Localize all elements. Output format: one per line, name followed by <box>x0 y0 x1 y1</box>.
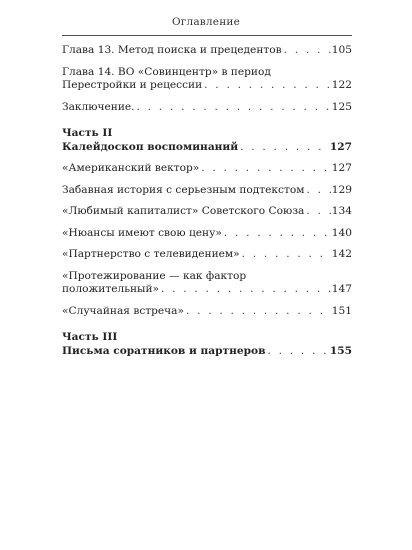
toc-leader-dots <box>238 141 330 155</box>
toc-entry-page: 122 <box>331 79 352 91</box>
toc-entry-title: Глава 13. Метод поиска и прецедентов <box>62 44 282 56</box>
toc-entry-title: Забавная история с серьезным подтекстом <box>62 183 305 196</box>
toc-entry-funny-story[interactable] <box>62 184 352 198</box>
toc-entry-page: 129 <box>331 183 352 196</box>
toc-leader-dots <box>135 101 332 115</box>
toc-entry-patronage[interactable] <box>62 270 352 297</box>
toc-leader-dots <box>159 283 332 297</box>
toc-entry-title: Заключение. <box>62 100 135 113</box>
toc-entry-page: 142 <box>331 248 352 260</box>
toc-entry-page: 127 <box>331 162 352 174</box>
toc-entry-title: «Американский вектор» <box>62 162 200 174</box>
toc-entry-title-line2: Перестройки и рецессии <box>62 79 203 91</box>
toc-entry-page: 140 <box>331 226 352 239</box>
toc-entry-title-line2: положительный» <box>62 283 160 295</box>
toc-entry-nuances[interactable] <box>62 227 352 241</box>
toc-leader-dots <box>304 205 331 219</box>
part-2-title: Калейдоскоп воспоминаний <box>62 140 239 153</box>
toc-leader-dots <box>304 184 331 198</box>
toc-entry-title-line1: Глава 14. ВО «Совинцентр» в период <box>62 65 271 78</box>
part-2-page: 127 <box>329 140 352 153</box>
toc-entry-tv-partnership[interactable] <box>62 248 352 262</box>
toc-entry-chance-meeting[interactable] <box>62 305 352 319</box>
part-3-page: 155 <box>329 344 352 357</box>
toc-entry-page: 147 <box>331 283 352 295</box>
toc-entry-conclusion[interactable] <box>62 101 352 115</box>
header-rule <box>62 35 352 36</box>
toc-leader-dots <box>199 162 332 176</box>
toc-entry-page: 134 <box>331 205 352 217</box>
part-3-title: Письма соратников и партнеров <box>62 344 266 357</box>
toc-entry-page: 125 <box>331 100 352 113</box>
toc-entry-title: «Любимый капиталист» Советского Союза <box>62 205 305 217</box>
toc-part-3[interactable] <box>62 331 352 358</box>
toc-entry-page: 105 <box>331 44 352 56</box>
part-2-label: Часть II <box>62 127 113 139</box>
toc-entry-title-line1: «Протежирование — как фактор <box>62 269 247 282</box>
toc-leader-dots <box>265 345 329 359</box>
running-header: Оглавление <box>171 16 241 28</box>
toc-entry-chapter-14[interactable] <box>62 66 352 93</box>
toc-entry-title: «Случайная встреча» <box>62 304 184 317</box>
toc-part-2[interactable] <box>62 127 352 154</box>
table-of-contents <box>62 44 352 358</box>
toc-leader-dots <box>202 79 332 93</box>
toc-entry-chapter-13[interactable] <box>62 44 352 58</box>
toc-leader-dots <box>184 305 332 319</box>
toc-leader-dots <box>240 248 332 262</box>
toc-leader-dots <box>222 227 332 241</box>
toc-entry-page: 151 <box>331 304 352 317</box>
toc-leader-dots <box>282 44 332 58</box>
toc-entry-favorite-capitalist[interactable] <box>62 205 352 219</box>
part-3-label: Часть III <box>62 331 118 343</box>
toc-entry-title: «Нюансы имеют свою цену» <box>62 226 222 239</box>
toc-entry-title: «Партнерство с телевидением» <box>62 248 240 260</box>
toc-entry-american-vector[interactable] <box>62 162 352 176</box>
